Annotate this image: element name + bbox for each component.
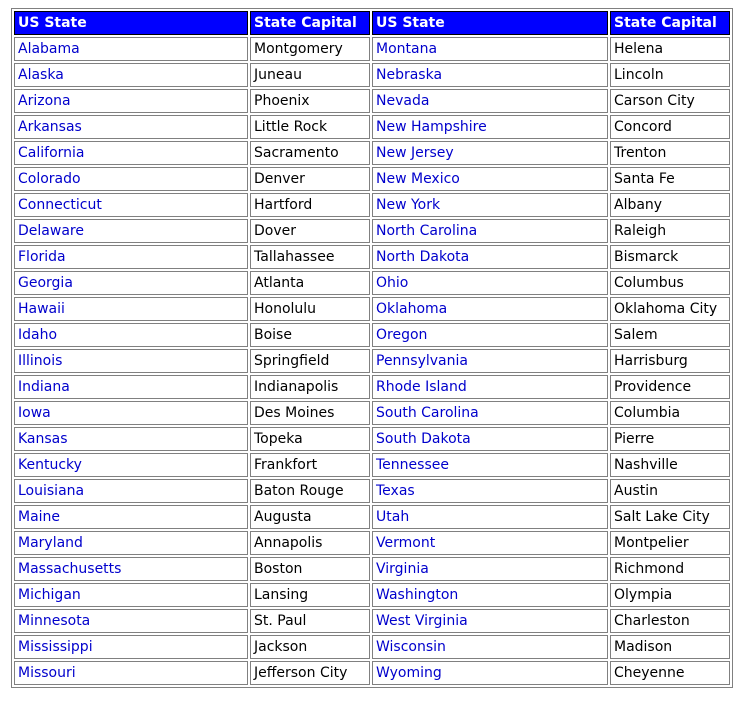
capital-cell: Dover [250,219,370,243]
capital-cell: Helena [610,37,730,61]
state-link[interactable]: Michigan [18,587,81,603]
state-link[interactable]: Indiana [18,379,70,395]
capital-cell: Lincoln [610,63,730,87]
state-cell [372,427,608,451]
table-row [14,531,730,555]
state-link[interactable]: Alabama [18,41,80,57]
table-body [14,37,730,685]
state-cell [14,531,248,555]
state-link[interactable]: Massachusetts [18,561,122,577]
capital-cell: Tallahassee [250,245,370,269]
state-link[interactable]: North Carolina [376,223,478,239]
capital-cell: Indianapolis [250,375,370,399]
table-row [14,89,730,113]
capital-cell: Baton Rouge [250,479,370,503]
table-row [14,167,730,191]
state-cell [14,661,248,685]
state-cell [14,323,248,347]
capital-cell: Cheyenne [610,661,730,685]
capital-cell: Austin [610,479,730,503]
state-link[interactable]: Texas [376,483,415,499]
capital-cell: Pierre [610,427,730,451]
state-link[interactable]: Connecticut [18,197,102,213]
state-cell [372,141,608,165]
state-cell [372,271,608,295]
state-link[interactable]: Georgia [18,275,73,291]
table-row [14,323,730,347]
state-link[interactable]: South Dakota [376,431,471,447]
capital-cell: Frankfort [250,453,370,477]
state-cell [372,661,608,685]
state-cell [14,115,248,139]
table-row [14,219,730,243]
capital-cell: Little Rock [250,115,370,139]
state-cell [372,245,608,269]
state-link[interactable]: Delaware [18,223,84,239]
state-link[interactable]: Arizona [18,93,71,109]
state-link[interactable]: Louisiana [18,483,85,499]
state-cell [14,609,248,633]
state-cell [14,375,248,399]
table-row [14,297,730,321]
state-cell [372,557,608,581]
table-row [14,453,730,477]
state-link[interactable]: New Hampshire [376,119,487,135]
state-link[interactable]: Illinois [18,353,63,369]
state-cell [372,167,608,191]
state-link[interactable]: New Mexico [376,171,460,187]
state-cell [372,219,608,243]
state-cell [372,193,608,217]
state-link[interactable]: Maryland [18,535,83,551]
capital-cell: Augusta [250,505,370,529]
capital-cell: Nashville [610,453,730,477]
capital-cell: Oklahoma City [610,297,730,321]
capital-cell: Montgomery [250,37,370,61]
state-cell [14,245,248,269]
state-cell [14,37,248,61]
capital-cell: Des Moines [250,401,370,425]
capital-cell: Springfield [250,349,370,373]
state-cell [372,89,608,113]
states-capitals-table [11,8,733,688]
state-cell [14,505,248,529]
state-link[interactable]: South Carolina [376,405,479,421]
capital-cell: Jefferson City [250,661,370,685]
table-row [14,557,730,581]
capital-cell: Salem [610,323,730,347]
state-link[interactable]: Colorado [18,171,81,187]
table-row [14,427,730,451]
capital-cell: Trenton [610,141,730,165]
capital-cell: Lansing [250,583,370,607]
table-row [14,635,730,659]
table-row [14,505,730,529]
state-cell [372,375,608,399]
state-cell [372,505,608,529]
state-cell [14,297,248,321]
state-cell [372,63,608,87]
state-link[interactable]: New York [376,197,441,213]
header-us-state-left: US State [14,11,248,35]
state-cell [14,635,248,659]
table-row [14,37,730,61]
state-link[interactable]: Vermont [376,535,436,551]
state-cell [14,427,248,451]
state-cell [14,557,248,581]
header-state-capital-right: State Capital [610,11,730,35]
capital-cell: Richmond [610,557,730,581]
table-row [14,141,730,165]
capital-cell: Boston [250,557,370,581]
capital-cell: Topeka [250,427,370,451]
state-link[interactable]: California [18,145,85,161]
table-row [14,375,730,399]
capital-cell: Raleigh [610,219,730,243]
state-link[interactable]: Pennsylvania [376,353,468,369]
table-row [14,479,730,503]
capital-cell: Juneau [250,63,370,87]
state-cell [14,453,248,477]
state-link[interactable]: Kentucky [18,457,82,473]
state-cell [372,479,608,503]
header-state-capital-left: State Capital [250,11,370,35]
state-cell [14,583,248,607]
state-cell [14,193,248,217]
capital-cell: Harrisburg [610,349,730,373]
state-cell [14,89,248,113]
state-cell [372,609,608,633]
state-link[interactable]: Wisconsin [376,639,446,655]
state-cell [14,271,248,295]
capital-cell: Honolulu [250,297,370,321]
table-row [14,609,730,633]
state-link[interactable]: Nebraska [376,67,443,83]
table-row [14,63,730,87]
state-link[interactable]: Wyoming [376,665,442,681]
capital-cell: Concord [610,115,730,139]
capital-cell: Bismarck [610,245,730,269]
state-link[interactable]: Rhode Island [376,379,467,395]
capital-cell: Annapolis [250,531,370,555]
capital-cell: St. Paul [250,609,370,633]
state-link[interactable]: Minnesota [18,613,91,629]
capital-cell: Columbia [610,401,730,425]
state-link[interactable]: West Virginia [376,613,468,629]
state-link[interactable]: Missouri [18,665,76,681]
state-cell [372,115,608,139]
capital-cell: Hartford [250,193,370,217]
state-cell [14,167,248,191]
capital-cell: Salt Lake City [610,505,730,529]
state-link[interactable]: Arkansas [18,119,82,135]
state-link[interactable]: Oregon [376,327,428,343]
state-cell [372,531,608,555]
state-cell [372,635,608,659]
state-link[interactable]: Mississippi [18,639,93,655]
capital-cell: Albany [610,193,730,217]
state-link[interactable]: Hawaii [18,301,65,317]
table-row [14,115,730,139]
header-us-state-right: US State [372,11,608,35]
table-row [14,661,730,685]
state-cell [372,401,608,425]
state-cell [372,349,608,373]
state-cell [372,453,608,477]
state-cell [14,479,248,503]
state-link[interactable]: Florida [18,249,66,265]
table-row [14,583,730,607]
state-cell [14,219,248,243]
capital-cell: Providence [610,375,730,399]
state-link[interactable]: Idaho [18,327,58,343]
state-link[interactable]: Utah [376,509,410,525]
capital-cell: Charleston [610,609,730,633]
capital-cell: Denver [250,167,370,191]
table-row [14,193,730,217]
state-link[interactable]: Washington [376,587,459,603]
table-row [14,349,730,373]
state-cell [14,401,248,425]
state-link[interactable]: Kansas [18,431,68,447]
state-link[interactable]: New Jersey [376,145,454,161]
state-cell [372,297,608,321]
state-link[interactable]: Iowa [18,405,51,421]
state-link[interactable]: North Dakota [376,249,470,265]
state-link[interactable]: Montana [376,41,438,57]
state-cell [372,583,608,607]
capital-cell: Olympia [610,583,730,607]
table-row [14,401,730,425]
capital-cell: Sacramento [250,141,370,165]
capital-cell: Jackson [250,635,370,659]
capital-cell: Phoenix [250,89,370,113]
state-cell [14,63,248,87]
state-link[interactable]: Ohio [376,275,409,291]
state-cell [372,323,608,347]
table-row [14,245,730,269]
header-row [14,11,730,35]
state-link[interactable]: Nevada [376,93,430,109]
state-link[interactable]: Alaska [18,67,64,83]
capital-cell: Carson City [610,89,730,113]
capital-cell: Montpelier [610,531,730,555]
capital-cell: Madison [610,635,730,659]
state-cell [372,37,608,61]
state-cell [14,141,248,165]
table-row [14,271,730,295]
state-link[interactable]: Maine [18,509,61,525]
capital-cell: Santa Fe [610,167,730,191]
capital-cell: Atlanta [250,271,370,295]
capital-cell: Boise [250,323,370,347]
state-cell [14,349,248,373]
state-link[interactable]: Tennessee [376,457,449,473]
state-link[interactable]: Oklahoma [376,301,448,317]
capital-cell: Columbus [610,271,730,295]
state-link[interactable]: Virginia [376,561,429,577]
